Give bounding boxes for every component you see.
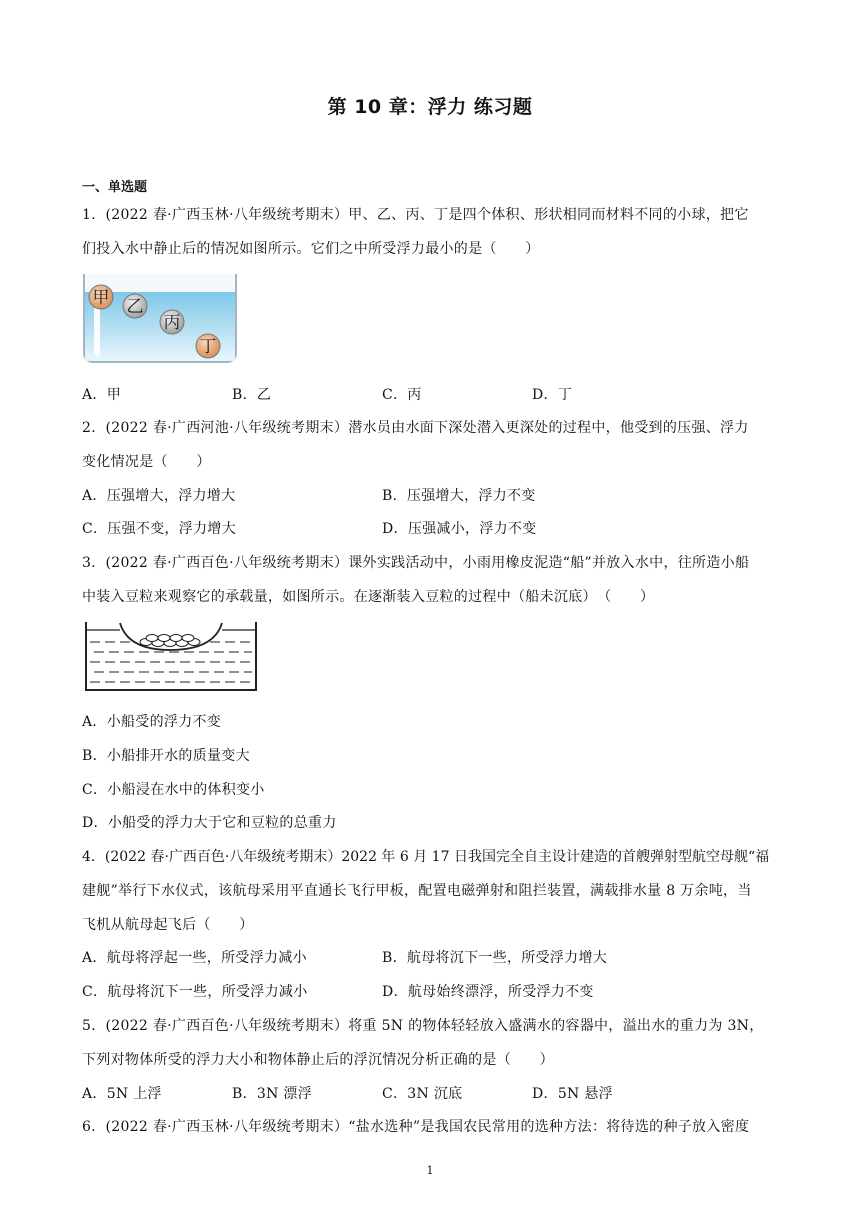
q3-option-a: A．小船受的浮力不变	[82, 714, 222, 730]
q1-text-line-2: 们投入水中静止后的情况如图所示。它们之中所受浮力最小的是（ ）	[82, 241, 540, 257]
q4-option-d: D．航母始终漂浮，所受浮力不变	[382, 984, 594, 1000]
q3-text-line-1: 3．(2022 春·广西百色·八年级统考期末）课外实践活动中，小雨用橡皮泥造“船”并放入水中，往所造小船	[82, 555, 750, 571]
label-yi: 乙	[126, 297, 144, 317]
q1-option-c: C．丙	[382, 387, 422, 403]
label-ding: 丁	[199, 337, 217, 357]
q3-text-line-2: 中装入豆粒来观察它的承载量，如图所示。在逐渐装入豆粒的过程中（船未沉底） （ ）	[82, 589, 655, 605]
section-heading: 一、单选题	[82, 180, 148, 195]
q1-figure-balls-in-water	[82, 272, 238, 366]
q6-text-line-1: 6．(2022 春·广西玉林·八年级统考期末）“盐水选种”是我国农民常用的选种方法：将待选的种子放入密度	[82, 1119, 750, 1135]
q2-text-line-1: 2．(2022 春·广西河池·八年级统考期末）潜水员由水面下深处潜入更深处的过程中，他受到的压强、浮力	[82, 420, 749, 436]
q4-option-b: B．航母将沉下一些，所受浮力增大	[382, 950, 608, 966]
q4-option-a: A．航母将浮起一些，所受浮力减小	[82, 950, 307, 966]
q2-option-a: A．压强增大，浮力增大	[82, 488, 236, 504]
q3-figure-clay-boat	[84, 620, 260, 694]
q2-option-b: B．压强增大，浮力不变	[382, 488, 536, 504]
q3-option-c: C．小船浸在水中的体积变小	[82, 782, 265, 798]
q1-option-d: D．丁	[532, 387, 573, 403]
page-number: 1	[426, 1164, 434, 1177]
q2-option-d: D．压强减小，浮力不变	[382, 521, 537, 537]
q2-text-line-2: 变化情况是（ ）	[82, 454, 211, 470]
q4-text-line-1: 4．(2022 春·广西百色·八年级统考期末）2022 年 6 月 17 日我国完全自主设计建造的首艘弹射型航空母舰“福	[82, 849, 770, 865]
q4-text-line-3: 飞机从航母起飞后（ ）	[82, 917, 254, 933]
label-bing: 丙	[163, 313, 181, 333]
q2-option-c: C．压强不变，浮力增大	[82, 521, 237, 537]
q1-text-line-1: 1．(2022 春·广西玉林·八年级统考期末）甲、乙、丙、丁是四个体积、形状相同而材料不同的小球，把它	[82, 207, 749, 223]
page-title: 第 10 章：浮力 练习题	[327, 96, 533, 118]
q5-option-b: B．3N 漂浮	[232, 1086, 312, 1102]
q5-option-d: D．5N 悬浮	[532, 1086, 613, 1102]
q4-option-c: C．航母将沉下一些，所受浮力减小	[82, 984, 308, 1000]
q5-text-line-2: 下列对物体所受的浮力大小和物体静止后的浮沉情况分析正确的是（ ）	[82, 1052, 554, 1068]
q3-option-b: B．小船排开水的质量变大	[82, 748, 250, 764]
q1-option-b: B．乙	[232, 387, 272, 403]
q1-option-a: A．甲	[82, 387, 122, 403]
q5-option-a: A．5N 上浮	[82, 1086, 162, 1102]
label-jia: 甲	[92, 288, 110, 308]
q5-text-line-1: 5．(2022 春·广西百色·八年级统考期末）将重 5N 的物体轻轻放入盛满水的容器中，溢出水的重力为 3N，	[82, 1018, 764, 1034]
q3-option-d: D．小船受的浮力大于它和豆粒的总重力	[82, 815, 337, 831]
q5-option-c: C．3N 沉底	[382, 1086, 463, 1102]
q4-text-line-2: 建舰”举行下水仪式，该航母采用平直通长飞行甲板，配置电磁弹射和阻拦装置，满载排水量 8 万余吨，当	[82, 883, 752, 899]
